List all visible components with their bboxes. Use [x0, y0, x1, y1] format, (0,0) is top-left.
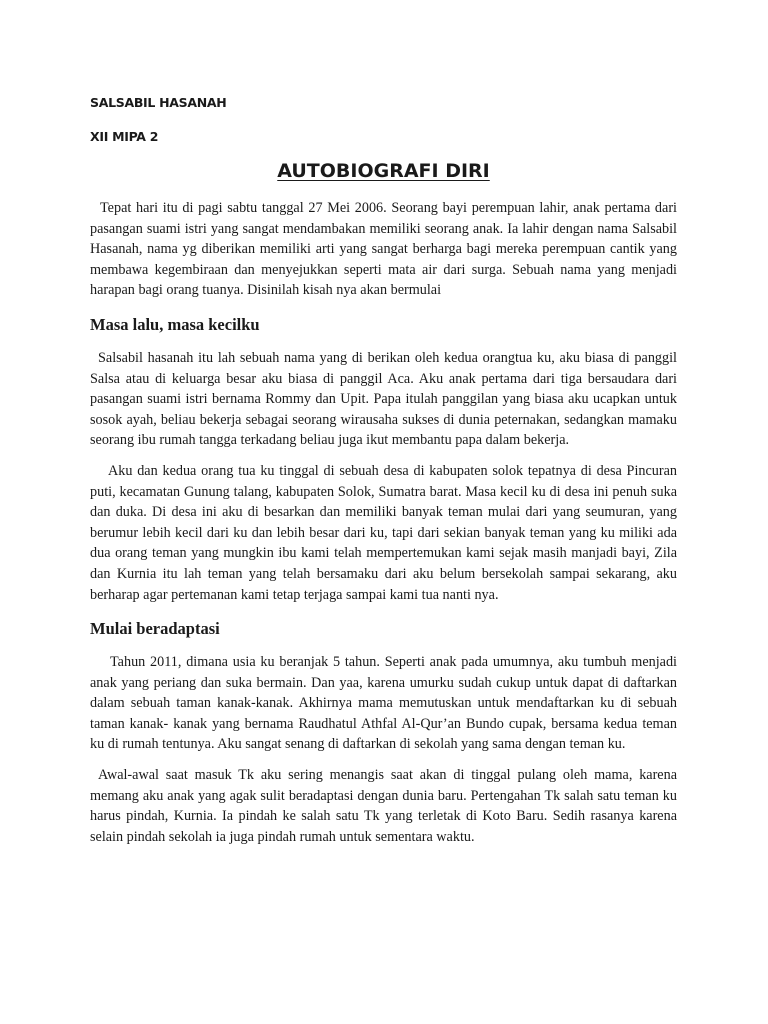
- document-page: [90, 88, 677, 847]
- paragraph: Awal-awal saat masuk Tk aku sering menangis saat akan di tinggal pulang oleh mama, karena memang aku anak yang agak sulit beradaptasi dengan dunia baru. Pertengahan Tk salah satu teman ku harus pindah, Kurnia. Ia pindah ke salah satu Tk yang terletak di Koto Baru. Sedih rasanya karena selain pindah sekolah ia juga pindah rumah untuk sementara waktu.: [90, 767, 677, 845]
- document-title: AUTOBIOGRAFI DIRI: [277, 160, 490, 182]
- paragraph: Salsabil hasanah itu lah sebuah nama yang di berikan oleh kedua orangtua ku, aku biasa di panggil Salsa atau di keluarga besar aku biasa di panggil Aca. Aku anak pertama dari tiga bersaudara dari pasangan suami istri bernama Rommy dan Upit. Papa itulah panggilan yang biasa aku ucapkan untuk sosok ayah, beliau bekerja sebagai seorang wirausaha sukses di dunia peternakan, sedangkan mamaku seorang ibu rumah tangga terkadang beliau juga ikut membantu papa dalam bekerja.: [90, 349, 677, 449]
- section-heading-adapting: Mulai beradaptasi: [90, 619, 220, 639]
- paragraph: Aku dan kedua orang tua ku tinggal di sebuah desa di kabupaten solok tepatnya di desa Pincuran puti, kecamatan Gunung talang, kabupaten Solok, Sumatra barat. Masa kecil ku di desa ini penuh suka dan duka. Di desa ini aku di besarkan dan memiliki banyak teman mulai dari yang seumuran, yang berumur lebih kecil dari ku dan lebih besar dari ku, tapi dari sekian banyak teman yang ku miliki ada dua orang teman yang mungkin ibu kami telah mempertemukan kami sejak masih manjadi bayi, Zila dan Kurnia itu lah teman yang telah bersamaku dari aku belum bersekolah sampai sekarang, aku berharap agar pertemanan kami tetap terjaga sampai kami tua nanti nya.: [90, 462, 677, 603]
- intro-paragraph: Tepat hari itu di pagi sabtu tanggal 27 Mei 2006. Seorang bayi perempuan lahir, anak pertama dari pasangan suami istri yang sangat mendambakan memiliki seorang anak. Ia lahir dengan nama Salsabil Hasanah, nama yg diberikan memiliki arti yang sangat berharga bagi mereka perempuan cantik yang membawa kegembiraan dan menyejukkan seperti mata air dari surga. Sebuah nama yang menjadi harapan bagi orang tuanya. Disinilah kisah nya akan bermulai: [90, 200, 677, 299]
- author-name: SALSABIL HASANAH: [90, 95, 227, 110]
- class-name: XII MIPA 2: [90, 129, 159, 144]
- paragraph: Tahun 2011, dimana usia ku beranjak 5 tahun. Seperti anak pada umumnya, aku tumbuh menjadi anak yang periang dan suka bermain. Dan yaa, karena umurku sudah cukup untuk dapat di daftarkan dalam sebuah taman kanak-kanak. Akhirnya mama memutuskan untuk mendaftarkan ku di sebuah taman kanak- kanak yang bernama Raudhatul Athfal Al-Qur’an Bundo cupak, bersama kedua teman ku di rumah tentunya. Aku sangat senang di daftarkan di sekolah yang sama dengan teman ku.: [90, 654, 677, 753]
- section-heading-childhood: Masa lalu, masa kecilku: [90, 314, 260, 334]
